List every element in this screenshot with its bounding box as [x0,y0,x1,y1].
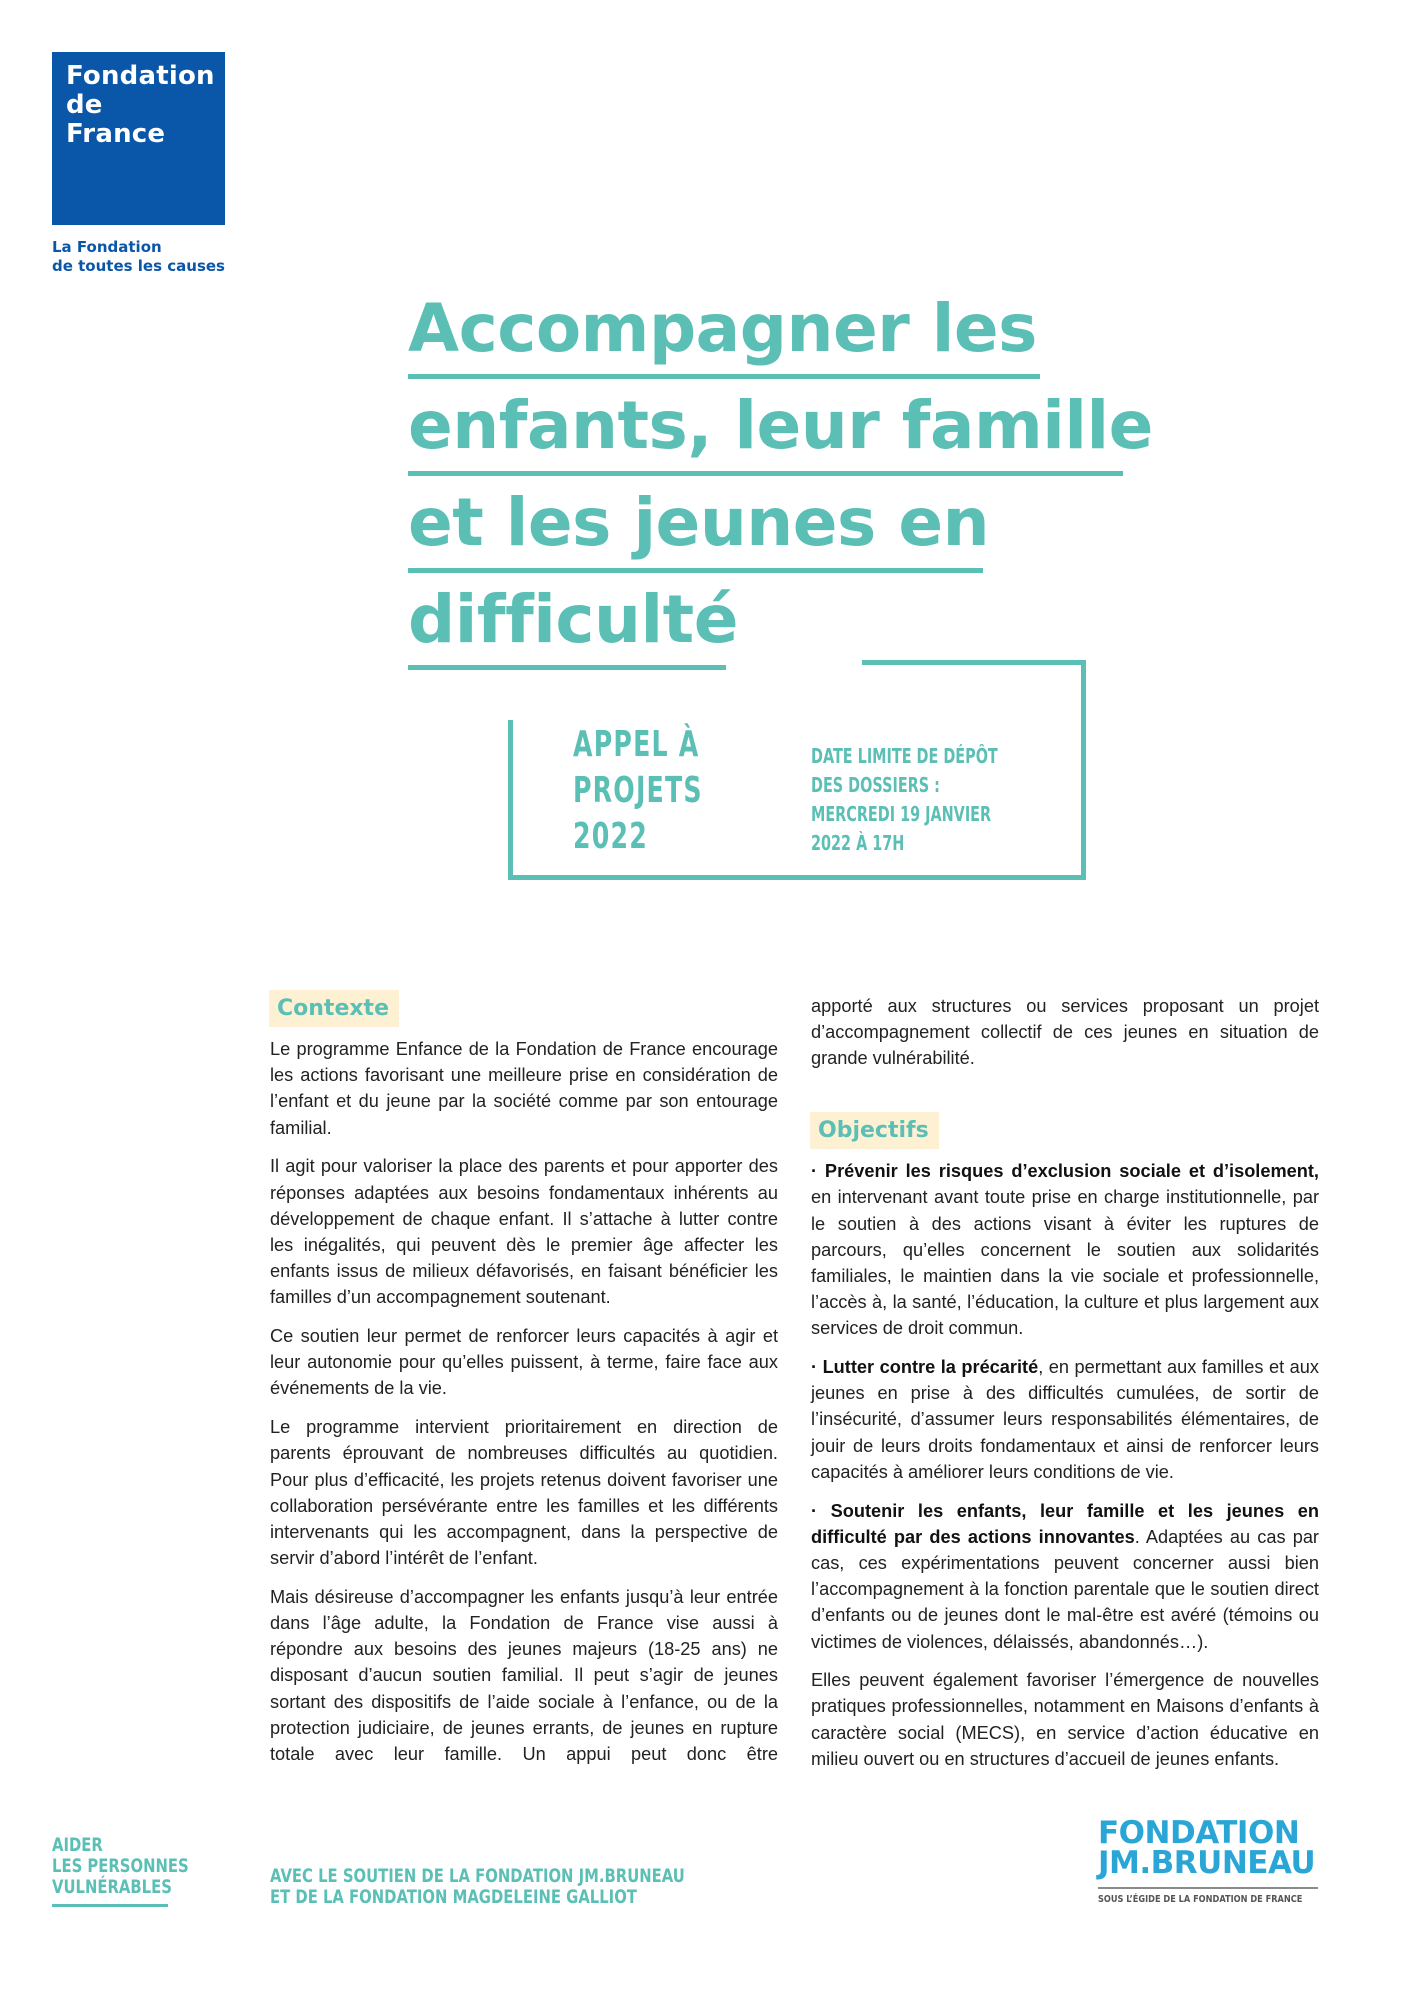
contexte-paragraph: Le programme Enfance de la Fondation de France encourage les actions favorisant une meilleure prise en considération de l’enfant et du jeune par la société comme par son entourage familial. [270,1039,778,1138]
objective-text: en intervenant avant toute prise en charge institutionnelle, par le soutien à des actions visant à éviter les ruptures de parcours, qu’elles concernent le soutien aux solidarités familiales, le maintien dans la vie sociale et professionnelle, l’accès à, la santé, l’éducation, la culture et plus largement aux services de droit commun. [811,1187,1319,1339]
title-underline [408,568,983,573]
title-underline [408,374,1040,379]
footer-theme-rule [52,1904,168,1907]
contexte-paragraph: Il agit pour valoriser la place des parents et pour apporter des réponses adaptées aux besoins fondamentaux inhérents au développement de chaque enfant. Il s’attache à lutter contre les inégalités, qui peuvent dès le premier âge affecter les enfants issus de milieux défavorisés, en faisant bénéficier les familles d’un accompagnement soutenant. [270,1156,778,1308]
logo-line: Fondation [66,61,215,91]
fondation-jm-bruneau-logo [1098,1815,1320,1905]
objective-item [811,1498,1319,1655]
deadline-line: MERCREDI 19 JANVIER [811,802,992,826]
objective-text: . Adaptées au cas par cas, ces expérimentations peuvent concerner aussi bien l’accompagnement à la fonction parentale que le soutien direct d’enfants ou de jeunes dont le mal-être est avéré (témoins ou victimes de violences, délaissés, abandonnés…). [811,1526,1319,1652]
footer-theme [52,1835,189,1898]
objective-item [811,1158,1319,1341]
contexte-continuation: apporté aux structures ou services proposant un projet d’accompagnement collectif de ces jeunes en situation de grande vulnérabilité. [811,996,1319,1069]
footer-theme-line: LES PERSONNES [52,1855,189,1877]
footer-support-line: ET DE LA FONDATION MAGDELEINE GALLIOT [270,1886,637,1908]
section-heading-objectifs: Objectifs [810,1112,939,1149]
partner-logo-rule [1098,1887,1318,1889]
section-heading-contexte: Contexte [269,990,399,1027]
title-text: enfants, leur famille [408,387,1153,464]
frame-left-rule [508,720,513,880]
objectifs-closing: Elles peuvent également favoriser l’émergence de nouvelles pratiques professionnelles, notamment en Maisons d’enfants à caractère social (MECS), en service d’action éducative en milieu ouvert ou en structures d’accueil de jeunes enfants. [811,1670,1319,1769]
frame-bottom-rule [508,875,1086,880]
title-text: et les jeunes en [408,484,990,561]
frame-right-rule [1081,660,1086,880]
title-text: difficulté [408,581,738,658]
title-underline [408,471,1123,476]
page-title [408,290,1153,678]
partner-logo-subtitle: SOUS L’ÉGIDE DE LA FONDATION DE FRANCE [1098,1894,1303,1905]
objective-item [811,1354,1319,1485]
footer-support [270,1866,685,1908]
fondation-de-france-logo [52,52,225,225]
objective-text: , en permettant aux familles et aux jeunes en prise à des difficultés cumulées, de sortir de l’insécurité, d’assumer leurs responsabilités élémentaires, de jouir de leurs droits fondamentaux et ainsi de renforcer leurs capacités à améliorer leurs conditions de vie. [811,1357,1319,1482]
partner-logo-line: JM.BRUNEAU [1098,1845,1316,1881]
logo-tagline [52,238,225,276]
objective-title: · Soutenir les enfants, leur famille et les jeunes en difficulté par des actions innovantes [811,1500,1319,1547]
call-label [573,722,703,860]
contexte-paragraph: Le programme intervient prioritairement en direction de parents éprouvant de nombreuses difficultés au quotidien. Pour plus d’efficacité, les projets retenus doivent favoriser une collaboration persévérante entre les familles et les différents intervenants qui les accompagnent, dans la perspective de servir d’abord l’intérêt de l’enfant. [270,1417,778,1569]
title-line [408,387,1153,484]
call-label-line: APPEL À [573,724,700,765]
deadline-line: 2022 À 17H [811,831,905,855]
title-line [408,484,1153,581]
frame-top-rule [862,660,1086,665]
objective-title: · Lutter contre la précarité [811,1357,1039,1378]
tagline-line: La Fondation [52,238,162,256]
title-line [408,290,1153,387]
footer-support-line: AVEC LE SOUTIEN DE LA FONDATION JM.BRUNEAU [270,1865,685,1887]
right-column [811,993,1319,1785]
logo-line: de [66,90,103,120]
call-label-line: PROJETS [573,770,703,811]
partner-logo-line: FONDATION [1098,1815,1300,1851]
footer-theme-line: VULNÉRABLES [52,1876,172,1898]
footer-theme-line: AIDER [52,1834,103,1856]
deadline-text [811,742,998,858]
contexte-paragraph: Mais désireuse d’accompagner les enfants jusqu’à leur entrée dans l’âge adulte, la Fondation de France vise aussi à répondre aux besoins des jeunes majeurs (18-25 ans) ne disposant d’aucun soutien familial. Il peut s’agir de jeunes sortant des dispositifs de l’aide sociale à l’enfance, ou de la protection judiciaire, de jeunes errants, de jeunes en rupture totale avec leur famille. Un appui peut donc être [270,1586,778,1765]
left-column [270,990,778,1780]
deadline-line: DES DOSSIERS : [811,773,940,797]
logo-line: France [66,119,166,149]
deadline-line: DATE LIMITE DE DÉPÔT [811,744,998,768]
title-text: Accompagner les [408,290,1037,367]
objective-title: · Prévenir les risques d’exclusion sociale et d’isolement, [811,1161,1319,1182]
call-label-line: 2022 [573,816,648,857]
contexte-paragraph: Ce soutien leur permet de renforcer leurs capacités à agir et leur autonomie pour qu’elles puissent, à terme, faire face aux événements de la vie. [270,1326,778,1399]
tagline-line: de toutes les causes [52,257,225,275]
